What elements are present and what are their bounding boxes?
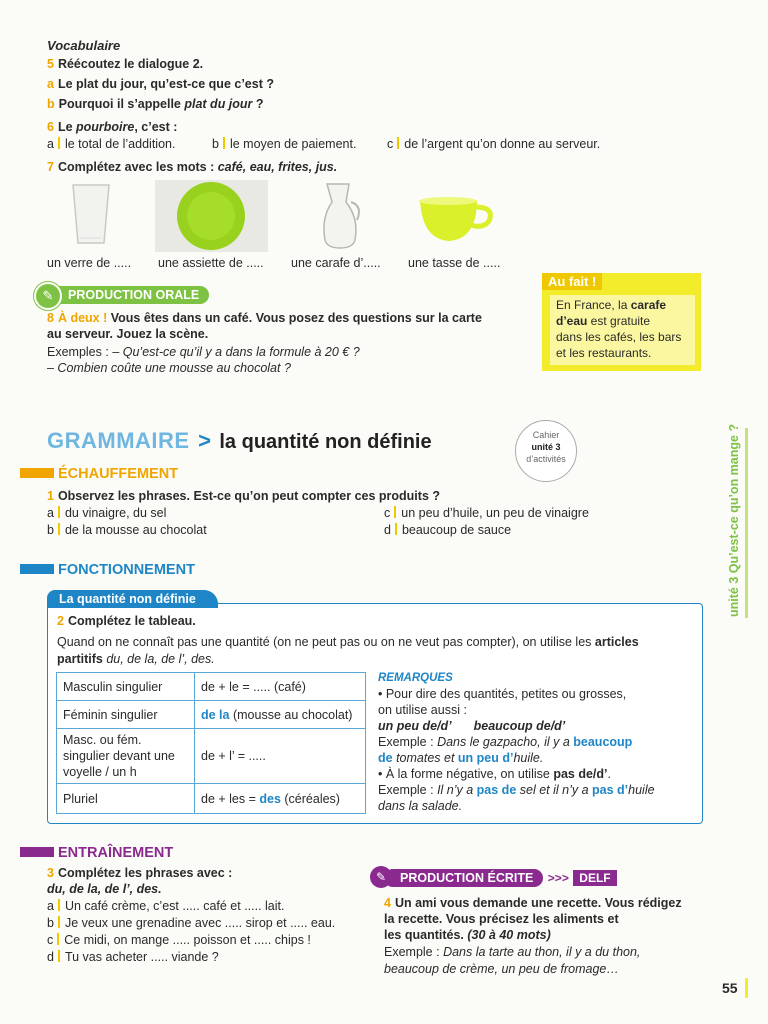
carafe-illustration	[315, 180, 365, 252]
page-number: 55	[722, 980, 738, 996]
table-cell-label: Pluriel	[57, 784, 195, 814]
partitive-table	[56, 672, 366, 814]
echauffement-heading: ÉCHAUFFEMENT	[20, 466, 178, 482]
caption-plate: une assiette de .....	[158, 256, 264, 270]
plate-illustration	[155, 180, 268, 252]
q6-c: c de l’argent qu’on donne au serveur.	[387, 137, 601, 151]
q6-a: a le total de l’addition.	[47, 137, 176, 151]
table-row	[57, 784, 366, 814]
q6-line: 6 Le pourboire, c’est :	[47, 120, 178, 134]
speech-bubble-icon: ✎	[34, 282, 62, 310]
table-cell-label: Féminin singulier	[57, 701, 195, 729]
table-cell-value: de + les = des (céréales)	[195, 784, 366, 814]
q3-line: 3 Complétez les phrases avec :	[47, 866, 233, 880]
q3-b: b Je veux une grenadine avec ..... sirop et ..... eau.	[47, 916, 336, 930]
table-cell-value: de + l’ = .....	[195, 729, 366, 784]
glass-illustration	[70, 183, 112, 247]
q8-example1: Exemples : – Qu’est-ce qu’il y a dans la formule à 20 € ?	[47, 345, 360, 359]
cup-illustration	[415, 195, 500, 250]
fonctionnement-heading: FONCTIONNEMENT	[20, 562, 195, 578]
table-cell-label: Masculin singulier	[57, 673, 195, 701]
q8-line1: 8 À deux ! Vous êtes dans un café. Vous posez des questions sur la carte	[47, 311, 482, 325]
table-row	[57, 729, 366, 784]
caption-cup: une tasse de .....	[408, 256, 501, 270]
q1-d: d beaucoup de sauce	[384, 523, 512, 537]
fonctionnement-tab: La quantité non définie	[47, 590, 218, 608]
au-fait-title: Au fait !	[542, 273, 602, 290]
sidebar-unit-title: unité 3 Qu’est-ce qu’on mange ?	[727, 423, 741, 617]
q5-line: 5 Réécoutez le dialogue 2.	[47, 57, 204, 71]
q6-b: b le moyen de paiement.	[212, 137, 357, 151]
pencil-icon: ✎	[370, 866, 392, 888]
q1-b: b de la mousse au chocolat	[47, 523, 207, 537]
au-fait-box	[542, 273, 701, 371]
q4-example2: beaucoup de crème, un peu de fromage…	[384, 962, 619, 976]
q3-a: a Un café crème, c’est ..... café et ..... lait.	[47, 899, 285, 913]
sidebar-rule	[745, 428, 748, 618]
q8-line2: au serveur. Jouez la scène.	[47, 327, 209, 341]
q1-c: c un peu d’huile, un peu de vinaigre	[384, 506, 589, 520]
q4-line3: les quantités. (30 à 40 mots)	[384, 928, 551, 942]
table-cell-value: de la (mousse au chocolat)	[195, 701, 366, 729]
q1-a: a du vinaigre, du sel	[47, 506, 167, 520]
q3-words: du, de la, de l’, des.	[47, 882, 162, 896]
caption-carafe: une carafe d’.....	[291, 256, 381, 270]
vocab-title: Vocabulaire	[47, 38, 121, 53]
caption-glass: un verre de .....	[47, 256, 132, 270]
q4-line2: la recette. Vous précisez les aliments et	[384, 912, 619, 926]
grammar-heading: GRAMMAIRE > la quantité non définie	[47, 428, 432, 453]
production-ecrite-header: ✎ PRODUCTION ÉCRITE >>> DELF	[370, 869, 617, 887]
page-number-tab	[745, 978, 748, 998]
au-fait-text: En France, la carafe d’eau est gratuite dans les cafés, les bars et les restaurants.	[550, 295, 695, 365]
production-orale-header: ✎ PRODUCTION ORALE	[36, 286, 209, 304]
q2-intro1: Quand on ne connaît pas une quantité (on ne peut pas ou on ne veut pas compter), on utilise les articles	[57, 635, 639, 649]
q8-example2: – Combien coûte une mousse au chocolat ?	[47, 361, 291, 375]
q5-a: a Le plat du jour, qu’est-ce que c’est ?	[47, 77, 274, 91]
q4-line1: 4 Un ami vous demande une recette. Vous rédigez	[384, 896, 682, 910]
table-row	[57, 701, 366, 729]
cahier-badge: Cahier unité 3 d’activités	[515, 420, 577, 482]
remarks: REMARQUES • Pour dire des quantités, petites ou grosses, on utilise aussi : un peu de/d’ beaucoup de/d’ Exemple : Dans le gazpacho, il y a beaucoup de tomates et un peu d’huile. • À la forme négative, on utilise pas de/d’. Exemple : Il n’y a pas de sel et il n’y a pas d’huile dans la salade.	[378, 672, 655, 813]
entrainement-heading: ENTRAÎNEMENT	[20, 845, 173, 861]
table-cell-value: de + le = ..... (café)	[195, 673, 366, 701]
q4-example1: Exemple : Dans la tarte au thon, il y a du thon,	[384, 945, 641, 959]
q3-c: c Ce midi, on mange ..... poisson et ..... chips !	[47, 933, 311, 947]
q5-b: b Pourquoi il s’appelle plat du jour ?	[47, 97, 264, 111]
q7-line: 7 Complétez avec les mots : café, eau, frites, jus.	[47, 160, 338, 174]
table-cell-label: Masc. ou fém. singulier devant une voyelle / un h	[57, 729, 195, 784]
q2-intro2: partitifs du, de la, de l’, des.	[57, 652, 215, 666]
table-row	[57, 673, 366, 701]
q1-line: 1 Observez les phrases. Est-ce qu’on peut compter ces produits ?	[47, 489, 441, 503]
q2-line: 2 Complétez le tableau.	[57, 614, 196, 628]
q3-d: d Tu vas acheter ..... viande ?	[47, 950, 219, 964]
